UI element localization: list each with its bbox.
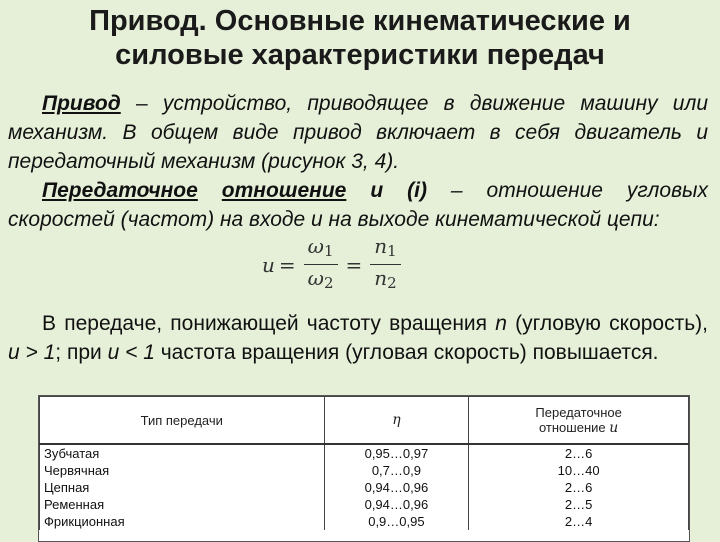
formula-eq-1: = xyxy=(278,252,296,277)
cell-type: Ременная xyxy=(40,496,325,513)
n-1: n xyxy=(374,234,388,258)
header-ratio: Передаточное отношение u xyxy=(469,397,689,445)
cell-type: Зубчатая xyxy=(40,444,325,462)
slide-title xyxy=(0,4,720,72)
definition-drive xyxy=(8,89,708,176)
definition-gear-ratio xyxy=(8,176,708,234)
cell-eta: 0,94…0,96 xyxy=(324,496,469,513)
title-line-2: силовые характеристики передач xyxy=(115,39,605,71)
table-row xyxy=(40,462,689,479)
definition-drive-text: – устройство, приводящее в движение машину или механизм. В общем виде привод включает в себя двигатель и передаточный механизм (рисунок 3, 4). xyxy=(8,92,708,173)
header-eta: η xyxy=(324,397,469,445)
term-ratio: отношение xyxy=(221,179,347,202)
table-row xyxy=(40,444,689,462)
title-line-1: Привод. Основные кинематические и xyxy=(89,5,631,37)
cell-type: Червячная xyxy=(40,462,325,479)
cell-eta: 0,9…0,95 xyxy=(324,513,469,530)
u-greater-1: u > 1 xyxy=(8,341,56,364)
cell-ratio: 2…4 xyxy=(469,513,689,530)
header-type: Тип передачи xyxy=(40,397,325,445)
table-row xyxy=(40,513,689,530)
symbol-n: n xyxy=(495,312,507,335)
omega-1: ω xyxy=(307,234,324,258)
cell-eta: 0,7…0,9 xyxy=(324,462,469,479)
cell-ratio: 2…5 xyxy=(469,496,689,513)
n-fraction: $\frac{n_1}{n_2}$ xyxy=(370,233,400,296)
term-gear: Передаточное xyxy=(42,179,198,202)
formula-lhs: u xyxy=(262,252,275,277)
table-row xyxy=(40,496,689,513)
table-row xyxy=(40,479,689,496)
ratio-symbol: u (i) xyxy=(370,179,427,202)
ratio-formula xyxy=(262,233,405,296)
term-drive: Привод xyxy=(42,92,121,115)
cell-ratio: 10…40 xyxy=(469,462,689,479)
definition-ratio-text: – отношение угловых скоростей (частот) на входе и на выходе кинематической цепи: xyxy=(8,179,708,231)
cell-type: Цепная xyxy=(40,479,325,496)
speed-reduction-paragraph: В передаче, понижающей частоту вращения n (угловую скорость), u > 1; при u < 1 частота вращения (угловая скорость) повышается. xyxy=(8,312,708,364)
transmission-table xyxy=(38,395,690,542)
cell-ratio: 2…6 xyxy=(469,479,689,496)
u-less-1: u < 1 xyxy=(107,341,155,364)
cell-type: Фрикционная xyxy=(40,513,325,530)
cell-eta: 0,94…0,96 xyxy=(324,479,469,496)
formula-eq-2: = xyxy=(345,252,363,277)
omega-2: ω xyxy=(307,266,324,290)
omega-fraction: $\frac{\omega_1}{\omega_2}$ xyxy=(304,233,338,296)
cell-ratio: 2…6 xyxy=(469,444,689,462)
n-2: n xyxy=(374,266,388,290)
cell-eta: 0,95…0,97 xyxy=(324,444,469,462)
